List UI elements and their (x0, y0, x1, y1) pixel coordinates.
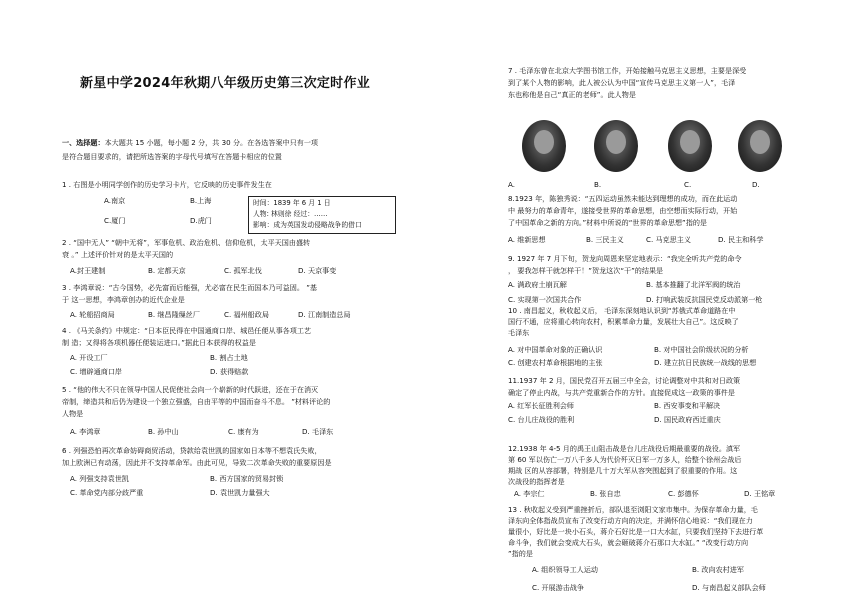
q11-option-b: B. 西安事变和平解决 (654, 401, 721, 410)
q7-option-a: A. (508, 180, 515, 189)
question-2-stem-2: 衰 。” 上述评价针对的是太平天国的 (62, 250, 174, 259)
section-heading: 一、选择题：本大题共 15 小题，每小题 2 分，共 30 分。在各选答案中只有一项 (62, 138, 319, 147)
q2-option-a: A.封王建制 (70, 266, 106, 275)
question-6-stem-2: 加上欧洲已有动荡，因此并不支持革命军。由此可见，导致二次革命失败的重要原因是 (62, 458, 332, 467)
q4-option-a: A. 开设工厂 (70, 353, 108, 362)
question-13-stem-3: 量很小，好比是一块小石头，蒋介石好比是一口大水缸，只要我们坚持下去进行革 (508, 527, 764, 536)
q12-option-b: B. 张自忠 (590, 489, 621, 498)
q11-option-c: C. 台儿庄战役的胜利 (508, 415, 575, 424)
q3-option-d: D. 江南制造总局 (298, 310, 351, 319)
q2-option-b: B. 定都天京 (148, 266, 186, 275)
q1-option-a: A.南京 (104, 196, 126, 205)
q12-option-c: C. 彭德怀 (668, 489, 699, 498)
q5-option-b: B. 孙中山 (148, 427, 179, 436)
question-11-stem-2: 确定了停止内战，与共产党重新合作的方针。直接促成这一政策的事件是 (508, 388, 735, 397)
question-7-stem-2: 到了某个人物的影响，此人被公认为中国“宣传马克思主义第一人”，毛泽 (508, 78, 736, 87)
portrait-c (668, 120, 712, 172)
question-12-stem: 12.1938 年 4-5 月的禹王山阻击战是台儿庄战役后期最重要的战役。滇军 (508, 444, 741, 453)
question-12-stem-3: 期战 区的从容部署，特别是几十万大军从容突围起到了很重要的作用。这 (508, 466, 738, 475)
q1-option-b: B.上海 (190, 196, 212, 205)
page-title: 新星中学2024年秋期八年级历史第三次定时作业 (80, 76, 371, 91)
q1-option-c: C.厦门 (104, 216, 126, 225)
q8-option-b: B. 三民主义 (586, 235, 624, 244)
question-7-stem: 7 . 毛泽东曾在北京大学图书馆工作，开始接触马克思主义思想，主要是深受 (508, 66, 747, 75)
q8-option-d: D. 民主和科学 (718, 235, 764, 244)
q13-option-a: A. 组织领导工人运动 (532, 565, 598, 574)
question-10-stem-3: 毛泽东 (508, 328, 530, 337)
q11-option-d: D. 国民政府西迁重庆 (654, 415, 721, 424)
question-5-stem-2: 帝制，缔造共和后仍为建设一个独立强盛，自由平等的中国而奋斗不息。 ”材料评论的 (62, 397, 331, 406)
question-3-stem: 3 . 李鸿章说：“古今国势，必先富而后能强，尤必富在民生而国本乃可益固。 ”基 (62, 283, 317, 292)
q6-option-d: D. 袁世凯力量强大 (210, 488, 270, 497)
q7-option-b: B. (594, 180, 602, 189)
q13-option-d: D. 与南昌起义部队会师 (692, 583, 766, 592)
question-13-stem-2: 泽东向全体指战员宣布了改变行动方向的决定，并满怀信心地说：“我们现在力 (508, 516, 753, 525)
question-10-stem-2: 国行不通，应将重心转向农村，积累革命力量，发展壮大自己”。这反映了 (508, 317, 739, 326)
q10-option-b: B. 对中国社会阶级状况的分析 (654, 345, 749, 354)
portrait-b (594, 120, 638, 172)
q2-option-d: D. 天京事变 (298, 266, 337, 275)
question-4-stem: 4 . 《马关条约》中规定：“日本臣民得在中国通商口岸、城邑任便从事各项工艺 (62, 326, 312, 335)
q2-option-c: C. 孤军北伐 (224, 266, 262, 275)
q8-option-a: A. 维新思想 (508, 235, 546, 244)
q8-option-c: C. 马克思主义 (646, 235, 691, 244)
question-8-stem-2: 中 最努力的革命青年，遂接受世界的革命思想，由空想而实际行动，开始 (508, 206, 738, 215)
q4-option-b: B. 割占土地 (210, 353, 248, 362)
question-2-stem: 2 . “国中无人” “朝中无将”，军事危机、政治危机、信仰危机，太平天国由盛转 (62, 238, 311, 247)
q6-option-a: A. 列强支持袁世凯 (70, 474, 129, 483)
q4-option-c: C. 增辟通商口岸 (70, 367, 123, 376)
question-5-stem-3: 人物是 (62, 409, 84, 418)
q13-option-c: C. 开展游击战争 (532, 583, 585, 592)
question-13-stem-5: ”指的是 (508, 549, 533, 558)
question-7-stem-3: 东也称他是自己“真正的老师”。此人物是 (508, 90, 636, 99)
q6-option-c: C. 革命党内部分歧严重 (70, 488, 144, 497)
q3-option-c: C. 福州船政局 (224, 310, 269, 319)
question-6-stem: 6 . 列强恐怕再次革命妨碍商贸活动，贷款给袁世凯的国家如日本等不想袁氏失败， (62, 446, 322, 455)
question-5-stem: 5 . “他的伟大不只在领导中国人民促使社会向一个崭新的时代跃进，还在于在消灭 (62, 385, 319, 394)
portrait-a (522, 120, 566, 172)
q12-option-a: A. 李宗仁 (514, 489, 545, 498)
q6-option-b: B. 西方国家的贸易封锁 (210, 474, 284, 483)
q9-option-b: B. 基本推翻了北洋军阀的统治 (646, 280, 741, 289)
q3-option-b: B. 继昌隆缫丝厂 (148, 310, 200, 319)
question-11-stem: 11.1937 年 2 月，国民党召开五届三中全会，讨论调整对中共和对日政策 (508, 376, 741, 385)
q10-option-a: A. 对中国革命对象的正确认识 (508, 345, 603, 354)
question-9-stem: 9. 1927 年 7 月下旬，贺龙向周恩来坚定地表示：“我完全听共产党的命令 (508, 254, 742, 263)
q9-option-c: C. 实现第一次国共合作 (508, 295, 582, 304)
q4-option-d: D. 获得赔款 (210, 367, 249, 376)
history-study-card: 时间：1839 年 6 月 1 日 人物: 林则徐 经过：…… 影响：成为英国发动侵略战争的借口 (248, 196, 396, 234)
question-13-stem-4: 命斗争，我们就会变成大石头，就会砸破蒋介石那口大水缸。” “改变行动方向 (508, 538, 749, 547)
q12-option-d: D. 王铭章 (744, 489, 776, 498)
q9-option-a: A. 满政府土崩瓦解 (508, 280, 567, 289)
q1-option-d: D.虎门 (190, 216, 212, 225)
q13-option-b: B. 改向农村进军 (692, 565, 744, 574)
question-9-stem-2: ， 要我怎样干就怎样干！”贺龙这次“干”的结果是 (508, 266, 664, 275)
q10-option-c: C. 创建农村革命根据地的主张 (508, 358, 603, 367)
q5-option-c: C. 康有为 (228, 427, 259, 436)
question-1-stem: 1 . 右图是小明同学创作的历史学习卡片，它反映的历史事件发生在 (62, 180, 272, 189)
portrait-d (738, 120, 782, 172)
question-13-stem: 13 . 秋收起义受到严重挫折后，部队退至浏阳文家市集中。为保存革命力量，毛 (508, 505, 758, 514)
question-8-stem-3: 了中国革命之新的方向。”材料中所说的“世界的革命思想”指的是 (508, 218, 708, 227)
q7-option-c: C. (684, 180, 692, 189)
q5-option-a: A. 李鸿章 (70, 427, 101, 436)
question-3-stem-2: 于 这一思想，李鸿章创办的近代企业是 (62, 295, 185, 304)
q10-option-d: D. 建立抗日民族统一战线的思想 (654, 358, 757, 367)
question-12-stem-2: 第 60 军以伤亡一万八千多人为代价歼灭日军一万多人，给整个徐州会战后 (508, 455, 742, 464)
q7-option-d: D. (752, 180, 760, 189)
q5-option-d: D. 毛泽东 (302, 427, 334, 436)
question-4-stem-2: 制 造；又得将各项机器任便装运进口。”据此日本获得的权益是 (62, 338, 256, 347)
section-instructions: 是符合题目要求的，请把所选答案的字母代号填写在答题卡相应的位置 (62, 152, 282, 161)
question-8-stem: 8.1923 年，陈独秀说：“五四运动虽然未能达到理想的成功，而在此运动 (508, 194, 738, 203)
q9-option-d: D. 打响武装反抗国民党反动派第一枪 (646, 295, 763, 304)
q3-option-a: A. 轮船招商局 (70, 310, 115, 319)
question-10-stem: 10 . 南昌起义，秋收起义后， 毛泽东深刻地认识到“苏俄式革命道路在中 (508, 306, 736, 315)
q11-option-a: A. 红军长征胜利会师 (508, 401, 574, 410)
question-12-stem-4: 次战役的指挥者是 (508, 477, 565, 486)
